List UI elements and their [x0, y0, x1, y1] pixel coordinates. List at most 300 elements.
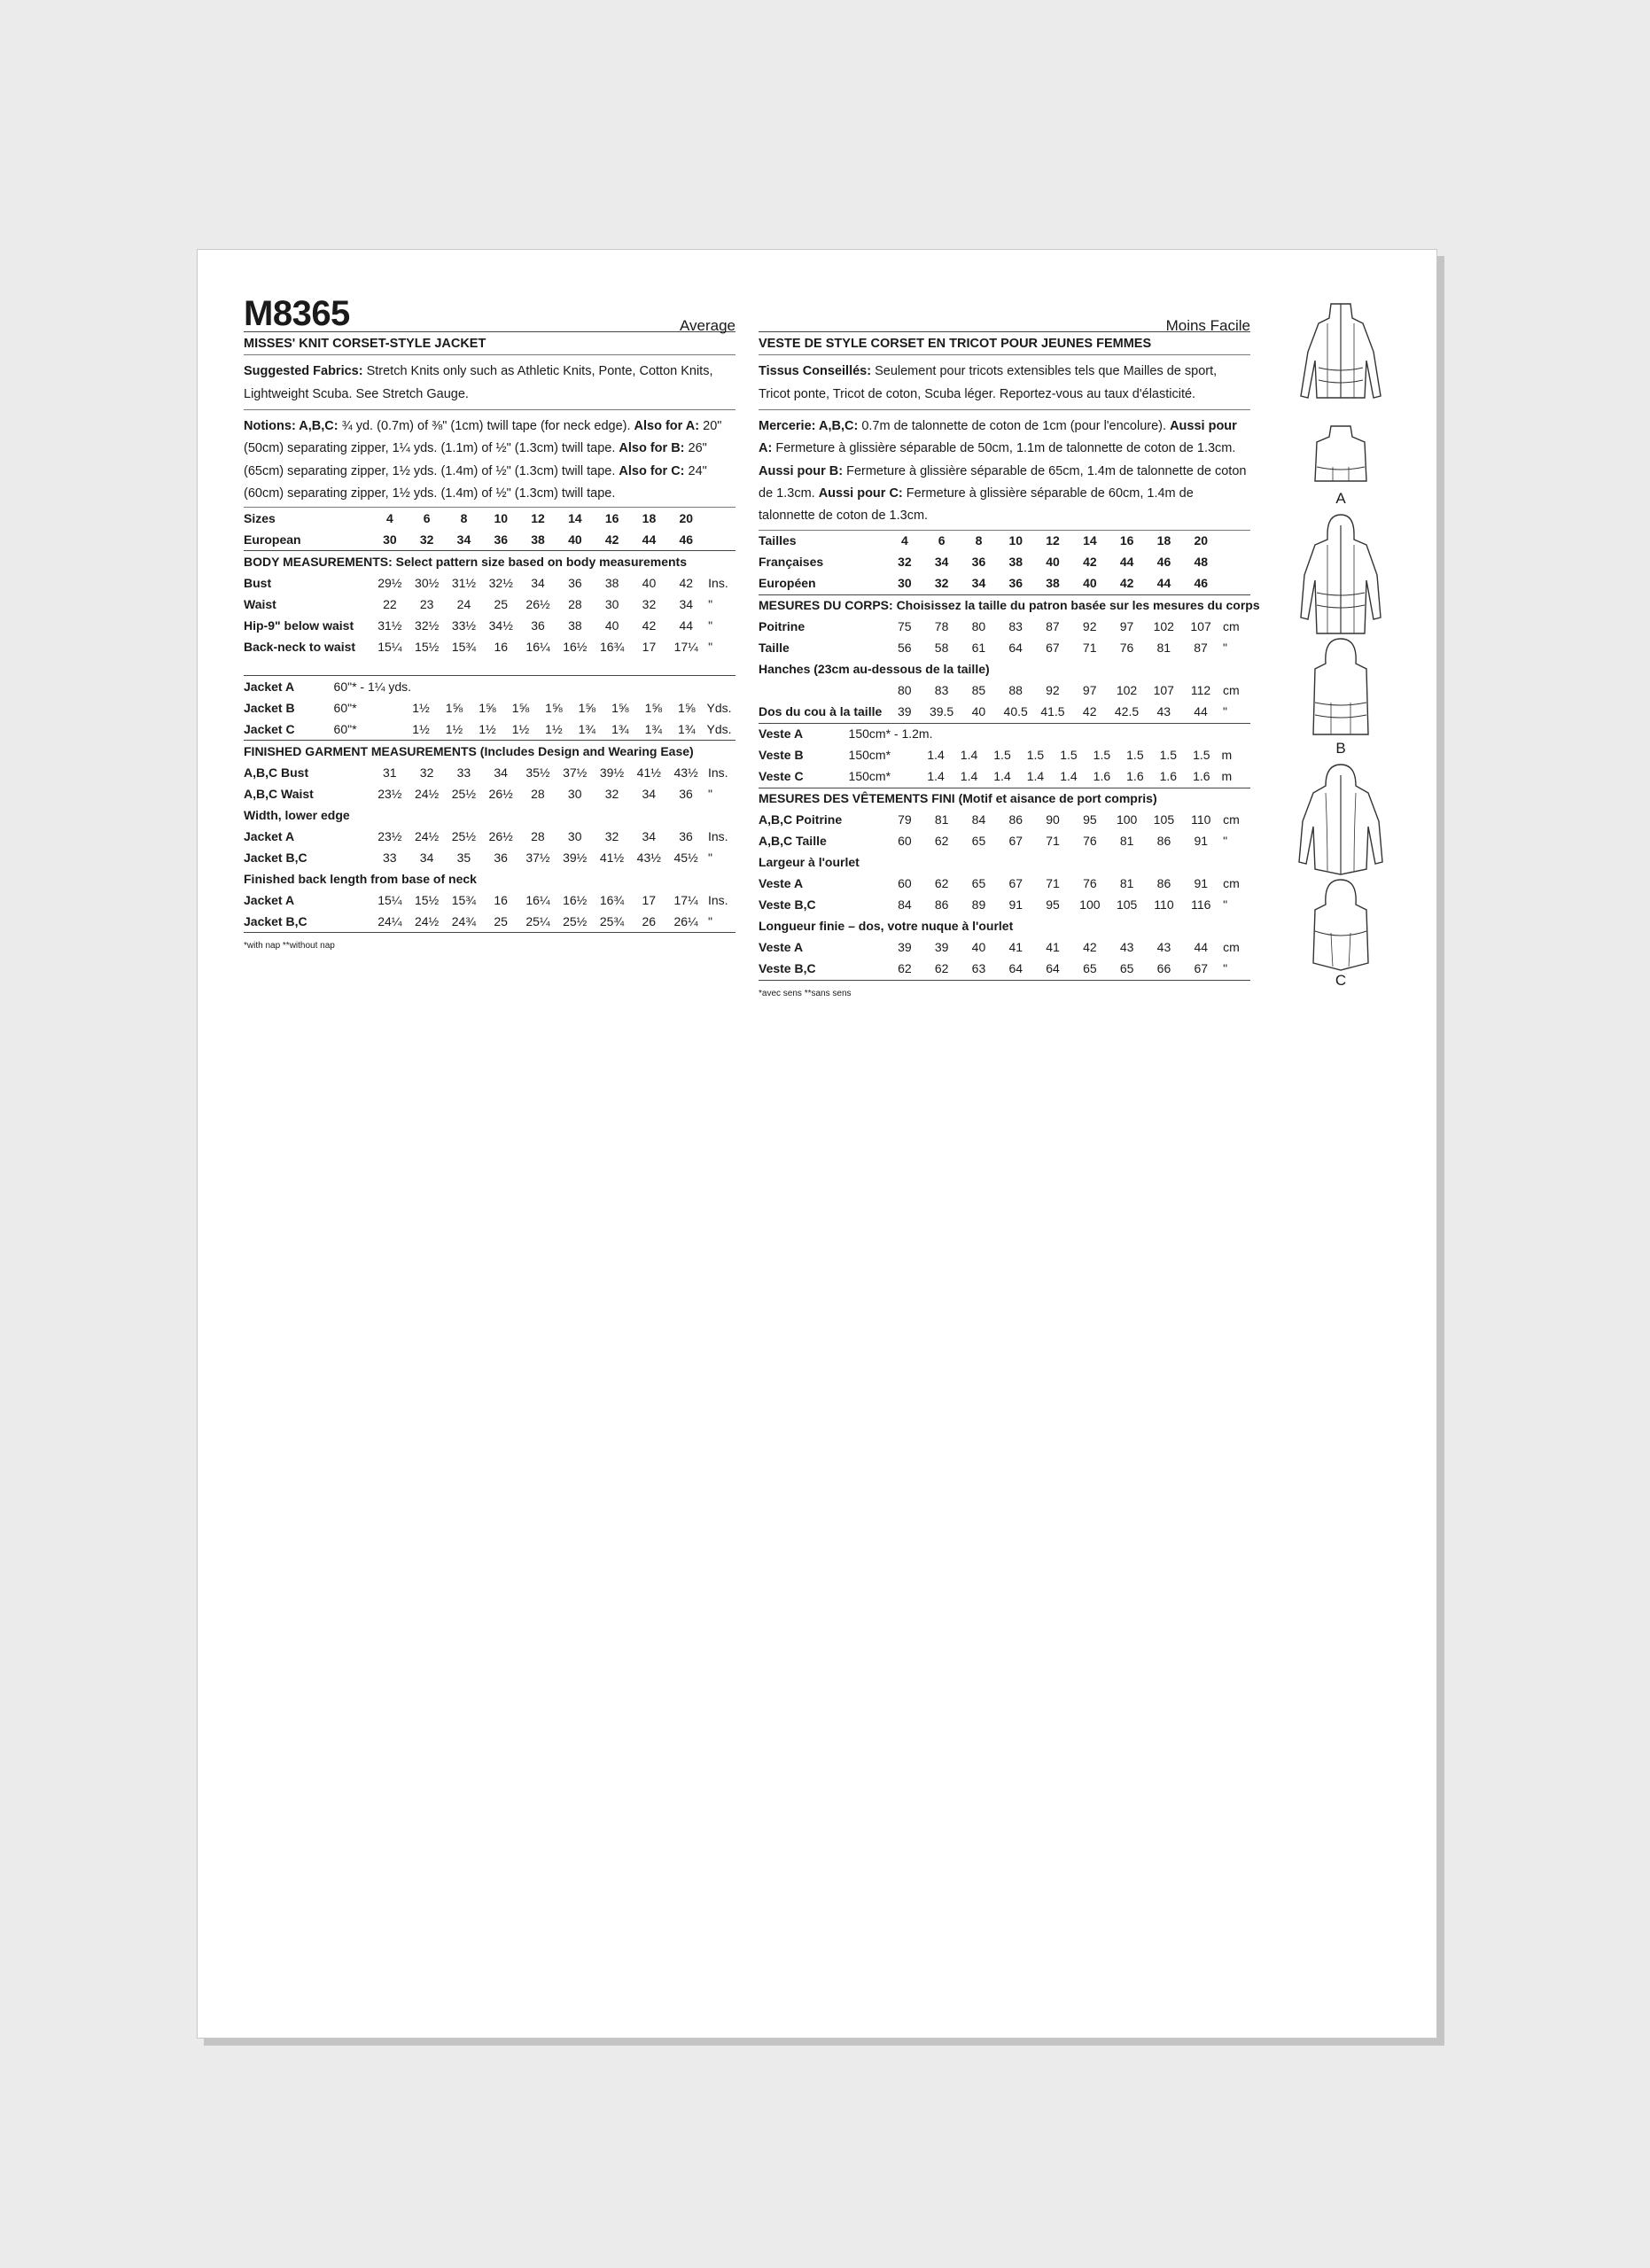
row-value: 44: [1194, 703, 1208, 718]
row-width: 60"*: [333, 700, 357, 715]
row-value: 15¾: [451, 892, 476, 907]
row-value: 1.4: [927, 768, 945, 783]
row-value: 44: [679, 617, 694, 633]
row-label: Veste A: [759, 939, 804, 954]
row-unit: ": [707, 913, 712, 928]
row-value: 15¾: [451, 639, 477, 654]
jacket-c-back-drawing: [1292, 878, 1389, 975]
row-value: 1.4: [960, 768, 978, 783]
row-value: 41½: [599, 850, 625, 865]
row-value: 1.5: [1193, 747, 1210, 762]
row-value: 1½: [412, 700, 430, 715]
row-value: 35: [456, 850, 471, 865]
table-row: [759, 937, 1250, 959]
row-value: 83: [934, 682, 949, 697]
french-column: [759, 250, 1260, 1001]
row-label: Tailles: [759, 532, 797, 548]
row-value: 38: [531, 532, 545, 547]
table-row: [244, 594, 735, 615]
size-table: [244, 508, 735, 550]
row-value: 20: [679, 510, 694, 525]
row-label: Jacket B: [244, 700, 295, 715]
row-value: 62: [898, 960, 912, 975]
footnote: *with nap **without nap: [244, 941, 335, 951]
row-value: 44: [1119, 554, 1134, 569]
row-value: 83: [1008, 618, 1023, 633]
row-value: 37½: [525, 850, 550, 865]
row-label: Taille: [759, 640, 790, 655]
view-drawings: [1265, 299, 1416, 995]
row-label: Jacket A: [244, 892, 295, 907]
also-c-label: Also for C:: [619, 463, 685, 478]
row-value: 86: [934, 897, 949, 912]
row-value: 80: [898, 682, 912, 697]
row-value: 40: [604, 617, 619, 633]
row-value: 97: [1082, 682, 1097, 697]
row-label: Jacket A: [244, 679, 295, 694]
row-label: Européen: [759, 575, 816, 590]
row-value: 32½: [488, 575, 513, 590]
row-value: 1⅝: [644, 700, 663, 715]
row-value: 100: [1079, 897, 1101, 912]
table-row: [759, 766, 1250, 788]
row-value: 32: [419, 765, 434, 780]
row-label: Bust: [244, 575, 272, 590]
also-a-text-fr: Fermeture à glissière séparable de 50cm, 1.1m de talonnette de coton de 1.3cm.: [775, 441, 1236, 456]
row-value: 25¾: [599, 913, 625, 928]
row-value: 18: [1156, 532, 1171, 548]
row-value: 1⅝: [479, 700, 496, 715]
row-value: 40: [1083, 575, 1097, 590]
row-unit: Yds.: [706, 700, 732, 715]
row-value: 29½: [377, 575, 402, 590]
row-value: 25½: [563, 913, 588, 928]
row-value: 1.4: [993, 768, 1011, 783]
row-value: 112: [1190, 682, 1211, 697]
row-value: 46: [679, 532, 694, 547]
row-value: 89: [971, 897, 986, 912]
row-value: 42: [1083, 939, 1097, 954]
row-unit: Ins.: [707, 765, 728, 780]
row-label: Waist: [244, 596, 276, 611]
english-column: [244, 250, 735, 953]
row-value: 36: [971, 554, 986, 569]
row-label: A,B,C Waist: [244, 786, 314, 801]
row-value: 1½: [445, 721, 463, 736]
pattern-envelope-back: [197, 249, 1437, 2039]
row-value: 1.6: [1193, 768, 1210, 783]
table-row: [244, 572, 735, 594]
row-value: 66: [1156, 960, 1171, 975]
row-value: 16¼: [525, 639, 550, 654]
fabrics-label-fr: Tissus Conseillés:: [759, 364, 872, 379]
row-unit: ": [1223, 960, 1228, 975]
table-row: [759, 810, 1250, 831]
row-value: 1⅝: [611, 700, 629, 715]
row-value: 105: [1153, 812, 1175, 827]
also-c-label-fr: Aussi pour C:: [818, 486, 903, 501]
row-value: 16: [494, 892, 508, 907]
row-value: 23½: [377, 828, 402, 843]
row-value: 34: [494, 765, 508, 780]
row-label: Veste B,C: [759, 897, 816, 912]
row-value: 71: [1046, 875, 1060, 890]
row-value: 44: [1156, 575, 1171, 590]
fabrics-text-fr: Seulement pour tricots extensibles tels que Mailles de sport, Tricot ponte, Tricot de coton, Scuba léger. Reportez-vous au taux d'élasticité.: [759, 364, 1218, 401]
row-value: 81: [934, 812, 949, 827]
row-value: 45½: [673, 850, 698, 865]
also-b-text-fr: Fermeture à glissière séparable de 65cm, 1.4m de talonnette de coton de 1.3cm.: [759, 463, 1247, 501]
row-value: 67: [1046, 640, 1060, 655]
row-value: 40: [568, 532, 582, 547]
skill-level: Average: [679, 317, 735, 334]
row-value: 34: [934, 554, 949, 569]
notions-fr: [759, 416, 1250, 528]
row-value: 38: [568, 617, 582, 633]
row-value: 1⅝: [678, 700, 696, 715]
row-value: 84: [971, 812, 986, 827]
row-value: 1⅝: [445, 700, 463, 715]
also-b-text: 26" (65cm) separating zipper, 1½ yds. (1.4m) of ½" (1.3cm) twill tape.: [244, 441, 707, 478]
row-value: 30: [567, 828, 582, 843]
row-value: 71: [1046, 833, 1060, 848]
row-value: 76: [1083, 875, 1097, 890]
row-value: 43½: [673, 765, 698, 780]
section-heading: Hanches (23cm au-dessous de la taille): [759, 661, 990, 676]
table-row: [759, 831, 1250, 852]
row-unit: m: [1221, 747, 1233, 762]
row-value: 36: [1008, 575, 1023, 590]
row-value: 26½: [525, 596, 550, 611]
row-value: 24½: [414, 786, 440, 801]
row-label: A,B,C Poitrine: [759, 812, 843, 827]
row-value: 107: [1190, 618, 1211, 633]
row-value: 30: [383, 532, 397, 547]
row-label: Veste B: [759, 747, 804, 762]
row-value: 43: [1156, 939, 1171, 954]
section-heading: Largeur à l'ourlet: [759, 854, 860, 869]
row-value: 42: [1119, 575, 1134, 590]
row-label: Jacket B,C: [244, 850, 307, 865]
row-value: 1.4: [960, 747, 978, 762]
table-row: [244, 847, 735, 868]
row-value: 67: [1008, 875, 1023, 890]
row-label: Sizes: [244, 510, 276, 525]
row-value: 42: [642, 617, 657, 633]
row-value: 38: [1046, 575, 1060, 590]
row-value: 91: [1194, 875, 1209, 890]
row-value: 16: [1119, 532, 1134, 548]
row-width: 150cm*: [848, 747, 891, 762]
row-unit: cm: [1223, 812, 1240, 827]
also-c-text: 24" (60cm) separating zipper, 1½ yds. (1.4m) of ½" (1.3cm) twill tape.: [244, 463, 707, 501]
row-value: 10: [1008, 532, 1023, 548]
row-value: 86: [1156, 875, 1171, 890]
row-value: 60: [898, 833, 912, 848]
row-value: 40: [1046, 554, 1060, 569]
row-value: 16½: [563, 639, 588, 654]
row-value: 81: [1156, 640, 1171, 655]
row-value: 87: [1194, 640, 1208, 655]
row-value: 39.5: [929, 703, 954, 718]
row-value: 71: [1082, 640, 1097, 655]
section-heading: BODY MEASUREMENTS: Select pattern size based on body measurements: [244, 554, 687, 569]
row-value: 25½: [451, 828, 476, 843]
table-row: [759, 895, 1250, 916]
row-label: Hip-9" below waist: [244, 617, 354, 633]
row-value: 28: [568, 596, 582, 611]
table-row: [244, 718, 735, 740]
row-value: 30½: [415, 575, 440, 590]
row-unit: [704, 529, 735, 550]
table-row: [759, 680, 1250, 702]
row-unit: ": [1223, 833, 1228, 848]
row-value: 62: [934, 833, 949, 848]
row-value: 63: [971, 960, 986, 975]
row-value: 32: [642, 596, 657, 611]
row-value: 1.5: [1026, 747, 1045, 762]
section-row: [759, 595, 1250, 617]
row-value: 39: [898, 703, 912, 718]
row-value: 1.5: [993, 747, 1011, 762]
table-row: [244, 826, 735, 847]
row-value: 100: [1116, 812, 1138, 827]
table-row: [244, 911, 735, 932]
row-unit: ": [1222, 703, 1227, 718]
section-row: [759, 659, 1250, 680]
notions-label: Notions: A,B,C:: [244, 418, 339, 433]
size-table-fr: [759, 531, 1250, 594]
section-heading: Longueur finie – dos, votre nuque à l'ourlet: [759, 918, 1014, 933]
row-value: 39½: [599, 765, 625, 780]
notions-label-fr: Mercerie: A,B,C:: [759, 418, 859, 433]
row-value: 43½: [636, 850, 661, 865]
row-value: 1⅝: [578, 700, 596, 715]
section-row: [244, 868, 735, 889]
row-value: 17: [642, 639, 657, 654]
row-width: 60"*: [333, 721, 357, 736]
row-value: 41½: [636, 765, 661, 780]
row-value: 92: [1082, 618, 1097, 633]
row-value: 6: [938, 532, 946, 548]
row-value: 64: [1008, 640, 1023, 655]
row-value: 4: [385, 510, 393, 525]
table-row: [244, 529, 735, 550]
row-value: 48: [1194, 554, 1209, 569]
row-value: 15¼: [377, 892, 402, 907]
table-row: [759, 573, 1250, 594]
row-value: 24½: [414, 828, 440, 843]
row-value: 33½: [451, 617, 477, 633]
jacket-b-front-drawing: [1292, 513, 1389, 637]
table-row: [759, 617, 1250, 638]
row-value: 102: [1116, 682, 1138, 697]
also-b-label: Also for B:: [619, 441, 685, 456]
row-value: 20: [1194, 532, 1209, 548]
row-value: 22: [383, 596, 397, 611]
row-value: 90: [1046, 812, 1060, 827]
row-value: 95: [1083, 812, 1097, 827]
row-value: 1½: [545, 721, 563, 736]
row-value: 14: [568, 510, 582, 525]
notions-text: ¾ yd. (0.7m) of ⅜" (1cm) twill tape (for neck edge).: [341, 418, 631, 433]
row-unit: [1219, 552, 1250, 573]
row-unit: m: [1221, 768, 1233, 783]
row-label: Veste A: [759, 875, 804, 890]
view-label-a: A: [1335, 490, 1346, 507]
row-value: 91: [1008, 897, 1023, 912]
row-value: 116: [1191, 897, 1211, 912]
row-value: 43: [1119, 939, 1134, 954]
row-label: Veste C: [759, 768, 804, 783]
table-row: [759, 552, 1250, 573]
row-value: 79: [898, 812, 912, 827]
row-value: 80: [971, 618, 986, 633]
row-unit: [1219, 573, 1250, 594]
jacket-a-front-drawing: [1292, 299, 1389, 423]
pattern-title-fr: VESTE DE STYLE CORSET EN TRICOT POUR JEUNES FEMMES: [759, 332, 1250, 355]
fabrics-label: Suggested Fabrics:: [244, 364, 363, 379]
row-value: 41.5: [1040, 703, 1065, 718]
row-label: Veste B,C: [759, 960, 816, 975]
row-label: Jacket B,C: [244, 913, 307, 928]
row-value: 38: [1008, 554, 1023, 569]
row-width: 150cm*: [848, 768, 891, 783]
row-value: 28: [531, 786, 545, 801]
jacket-b-back-drawing: [1292, 637, 1389, 743]
table-row: [759, 745, 1250, 766]
table-row: [759, 702, 1250, 723]
row-value: 34½: [488, 617, 513, 633]
row-value: 15½: [414, 892, 440, 907]
row-label: Françaises: [759, 554, 824, 569]
notions: [244, 416, 735, 506]
table-row: [244, 615, 735, 636]
row-value: 30: [567, 786, 582, 801]
row-value: 30: [604, 596, 619, 611]
finished-measurements-table: [244, 741, 735, 932]
table-row: [244, 762, 735, 783]
table-row: [244, 889, 735, 911]
row-value: 1⅝: [511, 700, 530, 715]
row-value: 102: [1153, 618, 1174, 633]
row-label: Veste A: [759, 726, 804, 741]
section-row: [759, 852, 1250, 874]
row-value: 34: [642, 828, 657, 843]
row-value: 87: [1046, 618, 1060, 633]
row-value: 64: [1008, 960, 1023, 975]
row-value: 40: [971, 703, 986, 718]
row-label: European: [244, 532, 301, 547]
row-value: 58: [934, 640, 949, 655]
pattern-number: M8365: [244, 294, 350, 333]
skill-level-fr: Moins Facile: [1165, 317, 1250, 334]
row-value: 1½: [479, 721, 496, 736]
row-value: 1.5: [1126, 747, 1144, 762]
row-value: 8: [975, 532, 983, 548]
row-value: 23½: [377, 786, 402, 801]
row-value: 34: [971, 575, 986, 590]
row-unit: cm: [1222, 682, 1240, 697]
row-value: 32½: [415, 617, 440, 633]
row-value: 38: [604, 575, 619, 590]
table-row: [244, 508, 735, 529]
row-value: 97: [1119, 618, 1134, 633]
row-value: 62: [934, 875, 949, 890]
row-value: 32: [604, 828, 619, 843]
row-value: 39: [934, 939, 949, 954]
row-value: 67: [1194, 960, 1209, 975]
row-value: 41: [1008, 939, 1023, 954]
row-value: 107: [1153, 682, 1174, 697]
row-value: 1.6: [1159, 768, 1178, 783]
section-row: [244, 741, 735, 762]
row-value: 46: [1156, 554, 1171, 569]
row-value: 85: [971, 682, 986, 697]
table-row: [244, 636, 735, 657]
row-unit: ": [708, 639, 713, 654]
row-value: 25½: [451, 786, 476, 801]
row-label: A,B,C Bust: [244, 765, 309, 780]
row-value: 88: [1008, 682, 1023, 697]
row-value: 1.5: [1060, 747, 1078, 762]
row-value: 30: [898, 575, 912, 590]
row-value: 16¾: [600, 639, 625, 654]
row-value: 65: [1083, 960, 1097, 975]
row-value: 34: [531, 575, 545, 590]
row-value: 110: [1191, 812, 1211, 827]
section-row: [759, 788, 1250, 810]
pattern-title: MISSES' KNIT CORSET-STYLE JACKET: [244, 332, 735, 355]
row-value: 1.4: [1060, 768, 1078, 783]
row-value: 34: [642, 786, 657, 801]
suggested-fabrics: [244, 361, 735, 406]
row-value: 44: [642, 532, 657, 547]
row-value: 31: [383, 765, 397, 780]
row-value: 17¼: [673, 639, 698, 654]
row-unit: Ins.: [707, 892, 728, 907]
row-value: 31½: [377, 617, 402, 633]
row-value: 15½: [415, 639, 440, 654]
row-unit: Ins.: [708, 575, 728, 590]
row-unit: ": [1222, 640, 1227, 655]
row-value: 40: [971, 939, 986, 954]
suggested-fabrics-fr: [759, 361, 1250, 406]
row-yardage: 60"* - 1¼ yds.: [333, 679, 411, 694]
row-value: 36: [531, 617, 545, 633]
row-unit: cm: [1223, 939, 1240, 954]
row-value: 43: [1156, 703, 1171, 718]
footnote-fr: *avec sens **sans sens: [759, 988, 852, 998]
row-value: 81: [1119, 833, 1134, 848]
notions-text-fr: 0.7m de talonnette de coton de 1cm (pour l'encolure).: [861, 418, 1167, 433]
row-label: Dos du cou à la taille: [759, 703, 883, 718]
row-value: 24¼: [377, 913, 402, 928]
jacket-a-back-drawing: [1292, 423, 1389, 493]
row-value: 26: [642, 913, 657, 928]
row-value: 40: [642, 575, 657, 590]
row-value: 39: [898, 939, 912, 954]
english-header: [244, 250, 735, 332]
row-value: 75: [898, 618, 912, 633]
row-value: 32: [934, 575, 949, 590]
view-label-b: B: [1335, 740, 1346, 757]
row-value: 1.6: [1126, 768, 1144, 783]
row-value: 8: [460, 510, 468, 525]
also-b-label-fr: Aussi pour B:: [759, 463, 844, 478]
row-value: 1¾: [644, 721, 663, 736]
row-value: 76: [1119, 640, 1134, 655]
